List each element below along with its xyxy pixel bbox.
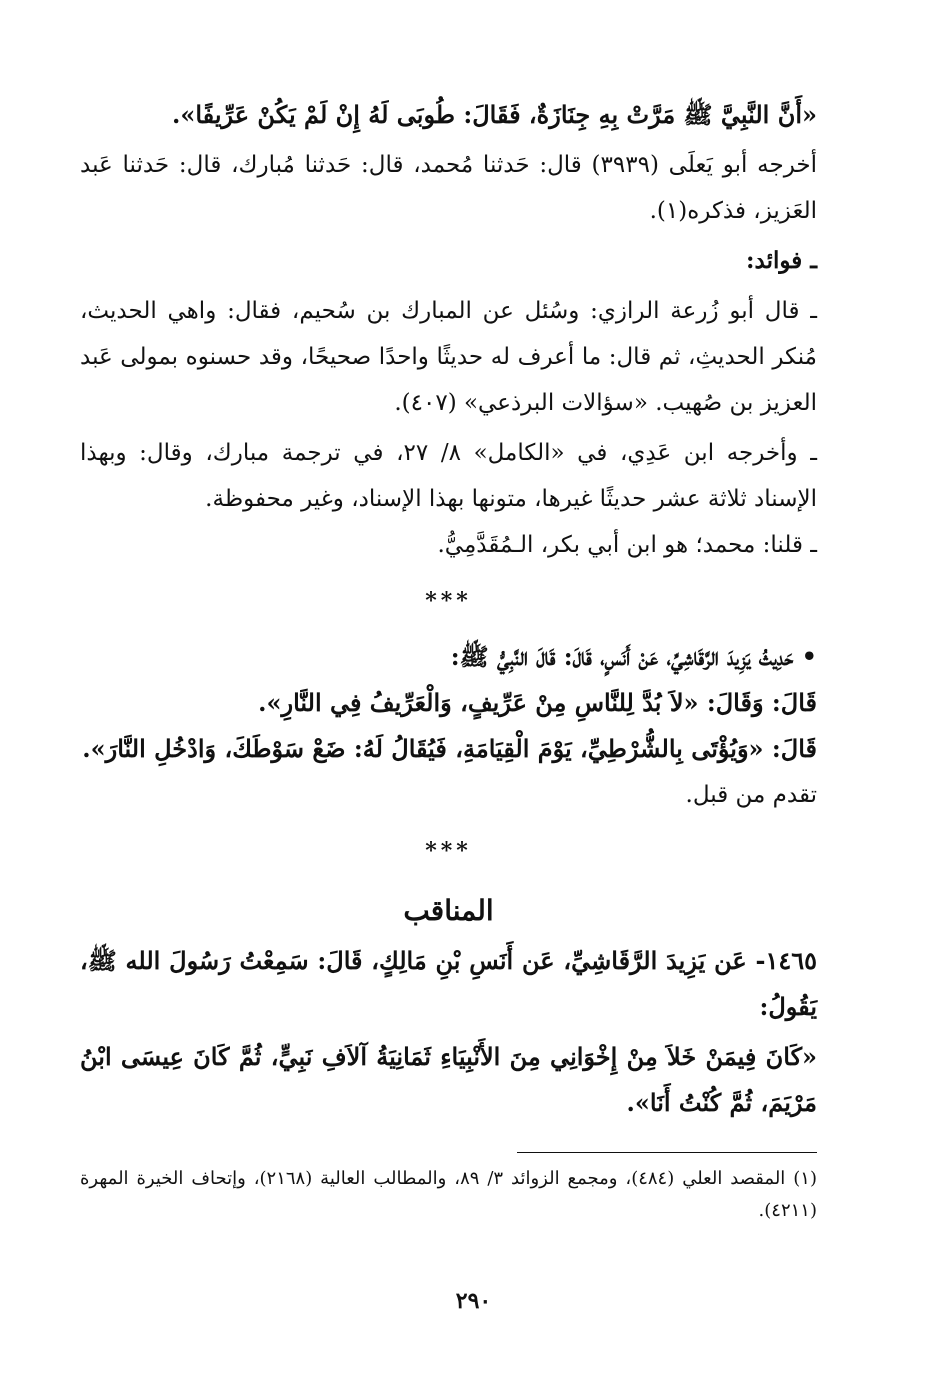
takhrij-paragraph: أخرجه أبو يَعلَى (٣٩٣٩) قال: حَدثنا مُحمد، قال: حَدثنا مُبارك، قال: حَدثنا عَبد العَزيز، فذكره(١). [80,152,817,224]
footnote: (١) المقصد العلي (٤٨٤)، ومجمع الزوائد ٣/ ٨٩، والمطالب العالية (٢١٦٨)، وإتحاف الخيرة المهرة (٤٢١١). [80,1168,817,1221]
section-separator: *** [425,588,472,614]
fawaid-heading: ـ فوائد: [746,247,817,274]
page-number: ٢٩٠ [455,1288,492,1314]
hadith-line: قَالَ: وَقَالَ: «لاَ بُدَّ لِلنَّاسِ مِنْ عَرِّيفٍ، وَالْعَرِّيفُ فِي النَّارِ». [258,688,817,717]
cross-reference-note: تقدم من قبل. [685,782,817,808]
hadith-number-intro: ١٤٦٥- عَن يَزِيدَ الرَّقَاشِيِّ، عَن أَنَسِ بْنِ مَالِكٍ، قَالَ: سَمِعْتُ رَسُولَ الله ﷺ، يَقُولُ: [80,946,817,1021]
hadith-text: «كَانَ فِيمَنْ خَلاَ مِنْ إِخْوَانِي مِنَ الأَنْبِيَاءِ ثَمَانِيَةُ آلاَفِ نَبِيٍّ، ثُمَّ كَانَ عِيسَى ابْنُ مَرْيَمَ، ثُمَّ كُنْتُ أَنَا». [80,1042,817,1117]
fawaid-paragraph-1: ـ قال أبو زُرعة الرازي: وسُئل عن المبارك بن سُحيم، فقال: واهي الحديث، مُنكر الحديثِ، ثم قال: ما أعرف له حديثًا واحدًا صحيحًا، وقد حسنوه بمولى عَبد العزيز بن صُهيب. «سؤالات البرذعي» (٤٠٧). [80,298,817,416]
section-title: المناقب [403,894,494,927]
hadith-intro: • حَدِيثُ يَزِيدَ الرَّقَاشِيِّ، عَنْ أَنَسٍ، قَالَ: قَالَ النَّبِيُّ ﷺ: [450,642,817,671]
fawaid-paragraph-2: ـ وأخرجه ابن عَدِي، في «الكامل» ٨/ ٢٧، في ترجمة مبارك، وقال: وبهذا الإسناد ثلاثة عشر حديثًا غيرها، متونها بهذا الإسناد، وغير محفوظة. [80,440,818,512]
hadith-line: قَالَ: «وَيُؤْتَى بِالشُّرْطِيِّ، يَوْمَ الْقِيَامَةِ، فَيُقَالُ لَهُ: ضَعْ سَوْطَكَ، وَادْخُلِ النَّارَ». [82,734,817,763]
footnote-divider [517,1152,817,1153]
fawaid-paragraph-3: ـ قلنا: محمد؛ هو ابن أبي بكر، الـمُقَدَّمِيُّ. [437,532,817,558]
section-separator: *** [425,838,472,864]
hadith-quote: «أَنَّ النَّبِيَّ ﷺ مَرَّتْ بِهِ جِنَازَةٌ، فَقَالَ: طُوبَى لَهُ إِنْ لَمْ يَكُنْ عَرِّيفًا». [172,100,817,129]
